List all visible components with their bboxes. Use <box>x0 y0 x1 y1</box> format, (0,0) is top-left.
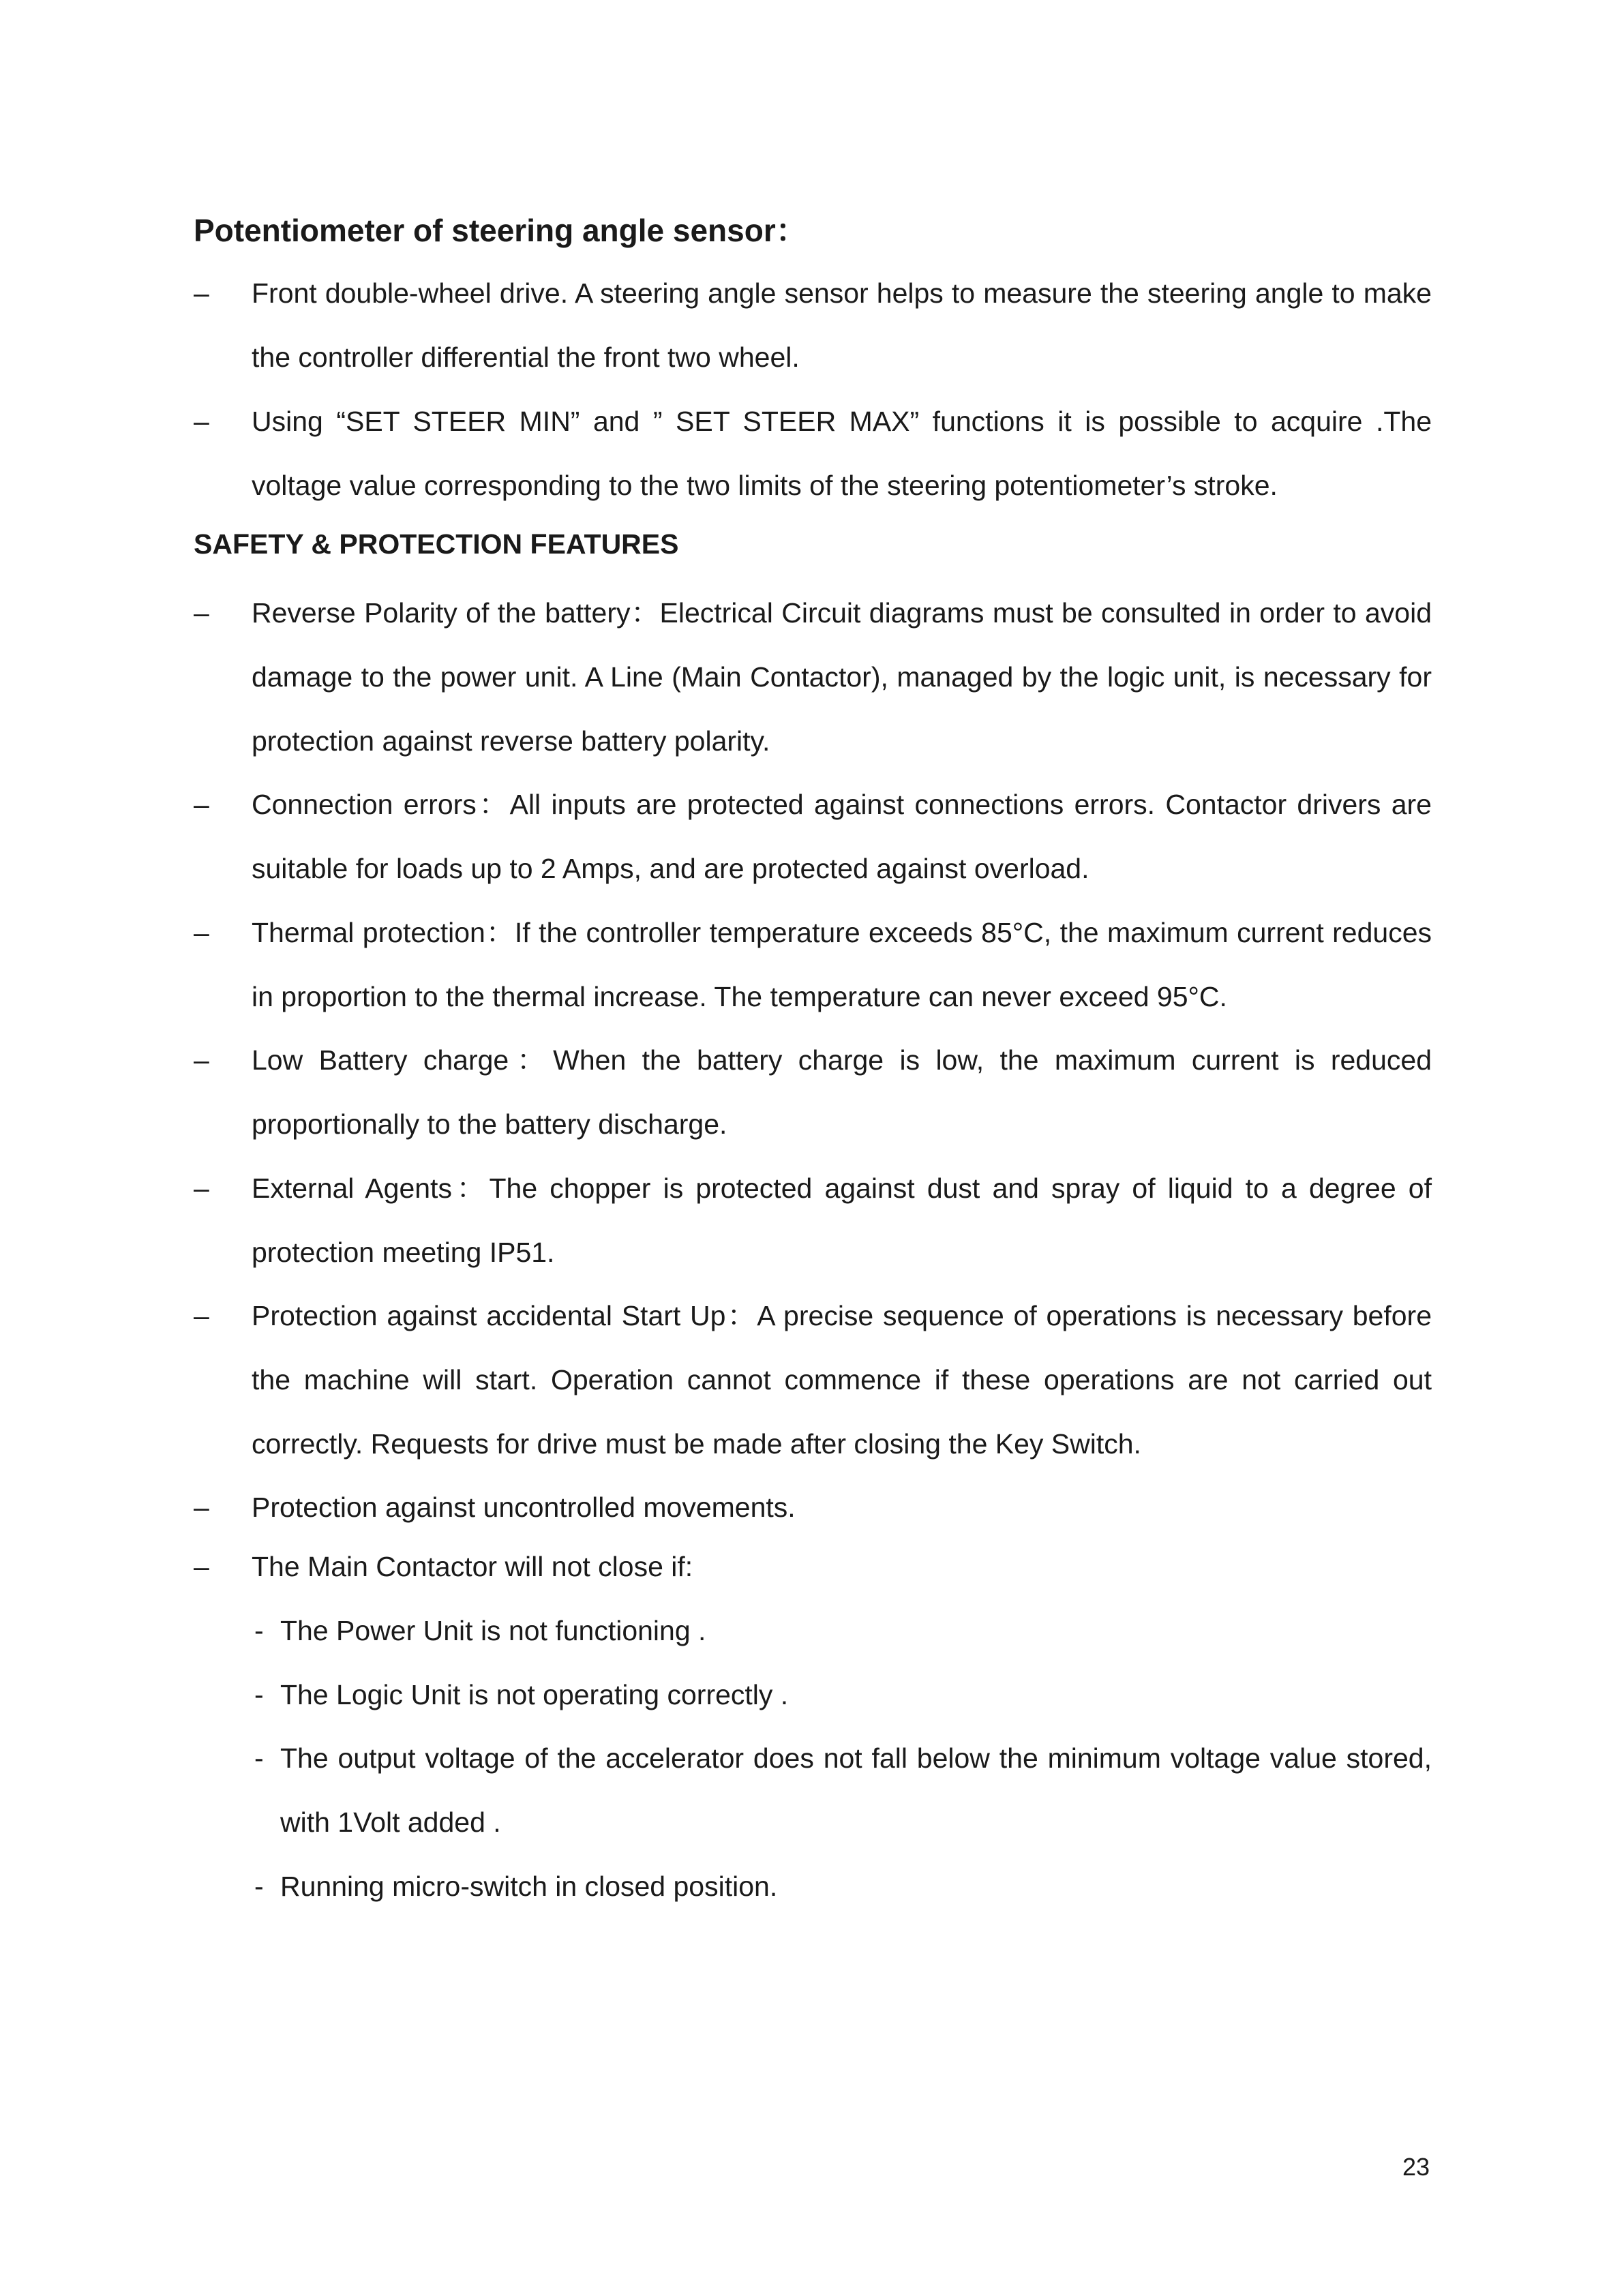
list-dash: – <box>194 917 209 948</box>
sublist-item-text: The output voltage of the accelerator does not fall below the minimum voltage value stored, with 1Volt added . <box>280 1742 1432 1838</box>
sublist-item-accelerator-voltage <box>252 1726 1432 1854</box>
sublist-dash: - <box>254 1871 264 1902</box>
list-item-set-steer <box>194 389 1432 517</box>
page-number: 23 <box>1402 2153 1430 2181</box>
list-item-accidental-startup <box>194 1284 1432 1476</box>
list-item-text: Protection against accidental Start Up：A precise sequence of operations is necessary before the machine will start. Operation cannot commence if these operations are not carried out correctly. Requests for drive must be made after closing the Key Switch. <box>252 1300 1432 1460</box>
sublist-item-text: Running micro-switch in closed position. <box>280 1871 778 1902</box>
list-item-connection-errors <box>194 772 1432 901</box>
section-heading-steering-sensor: Potentiometer of steering angle sensor： <box>194 213 807 248</box>
list-item-text: Connection errors：All inputs are protected against connections errors. Contactor drivers are suitable for loads up to 2 Amps, and are protected against overload. <box>252 789 1432 884</box>
list-dash: – <box>194 1173 209 1204</box>
list-item-text: Low Battery charge：When the battery charge is low, the maximum current is reduced proportionally to the battery discharge. <box>252 1044 1432 1140</box>
list-item-text: Front double-wheel drive. A steering angle sensor helps to measure the steering angle to make the controller differential the front two wheel. <box>252 277 1432 373</box>
sublist-item-power-unit <box>252 1599 1432 1663</box>
list-dash: – <box>194 406 209 437</box>
section-heading-safety: SAFETY & PROTECTION FEATURES <box>194 528 679 560</box>
list-dash: – <box>194 1300 209 1331</box>
list-dash: – <box>194 597 209 629</box>
list-dash: – <box>194 1044 209 1076</box>
list-item-uncontrolled-movements <box>194 1475 1432 1539</box>
list-item-thermal-protection <box>194 901 1432 1029</box>
sublist-item-logic-unit <box>252 1663 1432 1727</box>
list-item-text: External Agents：The chopper is protected against dust and spray of liquid to a degree of protection meeting IP51. <box>252 1173 1432 1268</box>
list-dash: – <box>194 789 209 820</box>
sublist-dash: - <box>254 1679 264 1710</box>
sublist-dash: - <box>254 1615 264 1646</box>
list-item-text: Reverse Polarity of the battery：Electrical Circuit diagrams must be consulted in order to avoid damage to the power unit. A Line (Main Contactor), managed by the logic unit, is necessary for protection against reverse battery polarity. <box>252 597 1432 757</box>
list-item-external-agents <box>194 1156 1432 1284</box>
list-item-text: Protection against uncontrolled movements. <box>252 1492 796 1523</box>
sublist-dash: - <box>254 1742 264 1774</box>
list-dash: – <box>194 1551 209 1582</box>
list-item-text: Using “SET STEER MIN” and ” SET STEER MAX” functions it is possible to acquire .The voltage value corresponding to the two limits of the steering potentiometer’s stroke. <box>252 406 1432 501</box>
list-item-main-contactor <box>194 1535 1432 1599</box>
list-item-front-drive <box>194 261 1432 389</box>
sublist-item-text: The Power Unit is not functioning . <box>280 1615 706 1646</box>
sublist-item-text: The Logic Unit is not operating correctly . <box>280 1679 789 1710</box>
list-item-low-battery <box>194 1028 1432 1156</box>
list-dash: – <box>194 277 209 309</box>
list-item-text: The Main Contactor will not close if: <box>252 1551 693 1582</box>
list-item-text: Thermal protection：If the controller temperature exceeds 85°C, the maximum current reduces in proportion to the thermal increase. The temperature can never exceed 95°C. <box>252 917 1432 1012</box>
list-dash: – <box>194 1492 209 1523</box>
list-item-reverse-polarity <box>194 581 1432 773</box>
sublist-item-micro-switch <box>252 1854 1432 1918</box>
